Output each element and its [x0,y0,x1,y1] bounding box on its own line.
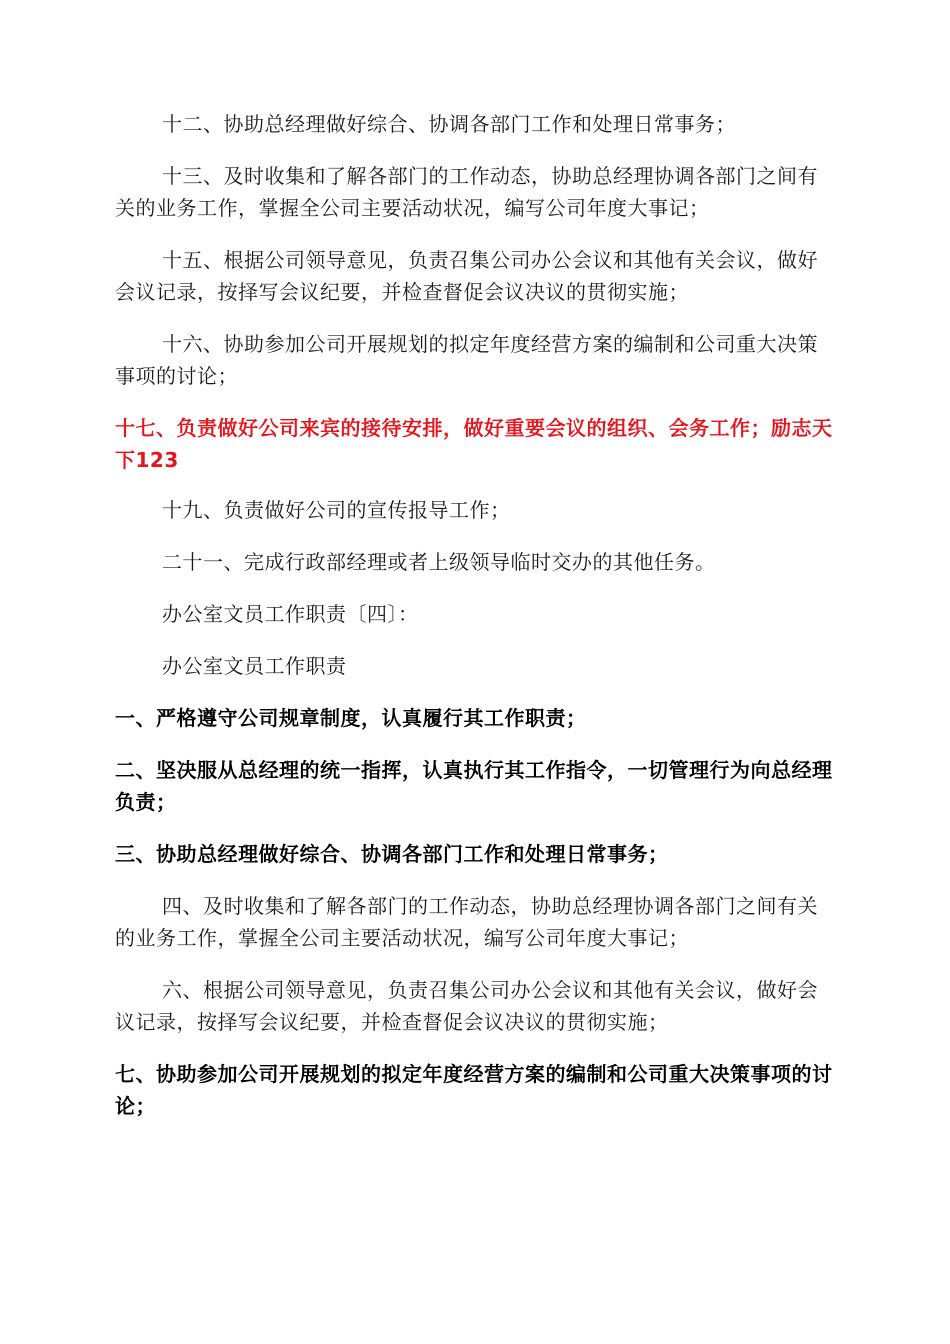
duty-item-1: 一、严格遵守公司规章制度，认真履行其工作职责； [115,706,587,730]
paragraph-19: 十九、负责做好公司的宣传报导工作； [162,498,511,522]
paragraph-15: 十五、根据公司领导意见，负责召集公司办公会议和其他有关会议，做好会议记录，按择写会议纪要，并检查督促会议决议的贯彻实施； [115,248,818,304]
paragraph-16: 十六、协助参加公司开展规划的拟定年度经营方案的编制和公司重大决策事项的讨论； [115,332,818,388]
duty-item-3: 三、协助总经理做好综合、协调各部门工作和处理日常事务； [115,842,669,866]
duty-item-6: 六、根据公司领导意见，负责召集公司办公会议和其他有关会议，做好会议记录，按择写会议纪要，并检查督促会议决议的贯彻实施； [115,978,818,1034]
section-heading-4: 办公室文员工作职责〔四〕： [162,602,419,626]
duty-item-4: 四、及时收集和了解各部门的工作动态，协助总经理协调各部门之间有关的业务工作，掌握全公司主要活动状况，编写公司年度大事记； [115,894,818,950]
paragraph-21: 二十一、完成行政部经理或者上级领导临时交办的其他任务。 [162,550,716,574]
document-page [115,108,835,1142]
duty-item-2: 二、坚决服从总经理的统一指挥，认真执行其工作指令，一切管理行为向总经理负责； [115,758,833,814]
paragraph-17-highlight: 十七、负责做好公司来宾的接待安排，做好重要会议的组织、会务工作；励志天下123 [115,416,833,472]
duty-item-7: 七、协助参加公司开展规划的拟定年度经营方案的编制和公司重大决策事项的讨论； [115,1062,833,1118]
section-title: 办公室文员工作职责 [162,654,347,678]
paragraph-13: 十三、及时收集和了解各部门的工作动态，协助总经理协调各部门之间有关的业务工作，掌握全公司主要活动状况，编写公司年度大事记； [115,164,818,220]
paragraph-12: 十二、协助总经理做好综合、协调各部门工作和处理日常事务； [162,112,736,136]
